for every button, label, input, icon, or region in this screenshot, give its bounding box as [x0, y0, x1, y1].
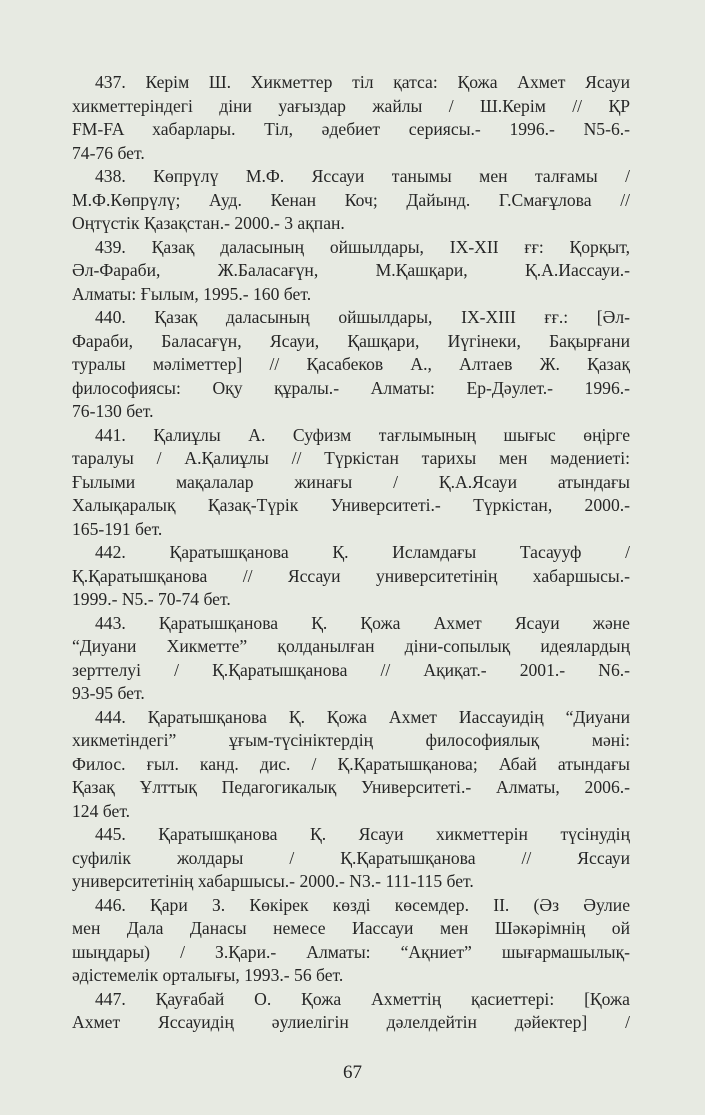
entry-line: 439. Қазақ даласының ойшылдары, IX-XII ғғ: Қорқыт, [95, 236, 630, 257]
entry-line: FM-FA хабарлары. Тіл, әдебиет сериясы.- 1996.- N5-6.- [72, 119, 630, 139]
bibliography-entry [72, 988, 630, 1035]
entry-line: әдістемелік орталығы, 1993.- 56 бет. [72, 965, 344, 985]
entry-line: “Диуани Хикметте” қолданылған діни-сопылық идеялардың [72, 636, 630, 656]
bibliography-entry [72, 306, 630, 424]
entry-line: 74-76 бет. [72, 142, 145, 163]
entry-line: таралуы / А.Қалиұлы // Түркістан тарихы мен мәдениеті: [72, 448, 630, 468]
bibliography-entry [72, 71, 630, 165]
entry-line: хикметтеріндегі діни уағыздар жайлы / Ш.Керім // ҚР [72, 95, 630, 116]
bibliography-list [72, 71, 630, 1035]
entry-line: 444. Қаратышқанова Қ. Қожа Ахмет Иассауидің “Диуани [95, 706, 630, 727]
entry-line: зерттелуі / Қ.Қаратышқанова // Ақиқат.- 2001.- N6.- [72, 659, 630, 680]
entry-line: 447. Қауғабай О. Қожа Ахметтің қасиеттері: [Қожа [95, 988, 630, 1009]
entry-line: 165-191 бет. [72, 518, 163, 539]
entry-line: Филос. ғыл. канд. дис. / Қ.Қаратышқанова; Абай атындағы [72, 753, 630, 774]
entry-line: шыңдары) / З.Қари.- Алматы: “Ақниет” шығармашылық- [72, 941, 630, 962]
bibliography-entry [72, 424, 630, 542]
entry-line: 445. Қаратышқанова Қ. Ясауи хикметтерін түсінудің [95, 824, 630, 844]
entry-line: Халықаралық Қазақ-Түрік Университеті.- Түркістан, 2000.- [72, 495, 630, 515]
entry-line: 437. Керім Ш. Хикметтер тіл қатса: Қожа Ахмет Ясауи [95, 72, 630, 92]
entry-line: Оңтүстік Қазақстан.- 2000.- 3 ақпан. [72, 213, 345, 233]
entry-line: М.Ф.Көпрүлү; Ауд. Кенан Коч; Дайынд. Г.Смағұлова // [72, 189, 630, 210]
entry-line: 76-130 бет. [72, 401, 154, 421]
entry-line: Қ.Қаратышқанова // Яссауи университетінің хабаршысы.- [72, 565, 630, 586]
entry-line: мен Дала Данасы немесе Иассауи мен Шәкәрімнің ой [72, 918, 630, 938]
entry-line: Ғылыми мақалалар жинағы / Қ.А.Ясауи атындағы [72, 471, 630, 492]
entry-line: Қазақ Ұлттық Педагогикалық Университеті.- Алматы, 2006.- [72, 777, 630, 797]
entry-line: 442. Қаратышқанова Қ. Исламдағы Тасаууф / [95, 542, 630, 562]
entry-line: университетінің хабаршысы.- 2000.- N3.- 111-115 бет. [72, 871, 474, 891]
bibliography-entry [72, 823, 630, 894]
bibliography-entry [72, 894, 630, 988]
bibliography-entry [72, 236, 630, 307]
entry-line: 1999.- N5.- 70-74 бет. [72, 589, 231, 609]
entry-line: 446. Қари З. Көкірек көзді көсемдер. II. (Әз Әулие [95, 894, 630, 915]
entry-line: философиясы: Оқу құралы.- Алматы: Ер-Дәулет.- 1996.- [72, 377, 630, 398]
entry-line: Ахмет Яссауидің әулиелігін дәлелдейтін дәйектер] / [72, 1012, 630, 1032]
entry-line: 441. Қалиұлы А. Суфизм тағлымының шығыс өңірге [95, 424, 630, 445]
entry-line: 124 бет. [72, 800, 131, 821]
entry-line: хикметіндегі” ұғым-түсініктердің философиялық мәні: [72, 730, 630, 750]
entry-line: суфилік жолдары / Қ.Қаратышқанова // Яссауи [72, 847, 630, 868]
bibliography-entry [72, 165, 630, 236]
page-number: 67 [343, 1062, 362, 1083]
entry-line: Алматы: Ғылым, 1995.- 160 бет. [72, 283, 312, 304]
bibliography-entry [72, 706, 630, 824]
entry-line: Фараби, Баласағүн, Ясауи, Қашқари, Иүгінеки, Бақырғани [72, 330, 630, 351]
entry-line: 443. Қаратышқанова Қ. Қожа Ахмет Ясауи және [95, 612, 630, 633]
entry-line: Әл-Фараби, Ж.Баласағүн, М.Қашқари, Қ.А.Иассауи.- [72, 260, 630, 280]
bibliography-entry [72, 541, 630, 612]
entry-line: туралы мәліметтер] // Қасабеков А., Алтаев Ж. Қазақ [72, 354, 630, 374]
entry-line: 93-95 бет. [72, 683, 145, 703]
entry-line: 440. Қазақ даласының ойшылдары, IX-XIII ғғ.: [Әл- [95, 307, 630, 327]
entry-line: 438. Көпрүлү М.Ф. Яссауи танымы мен талғамы / [95, 166, 630, 186]
bibliography-entry [72, 612, 630, 706]
